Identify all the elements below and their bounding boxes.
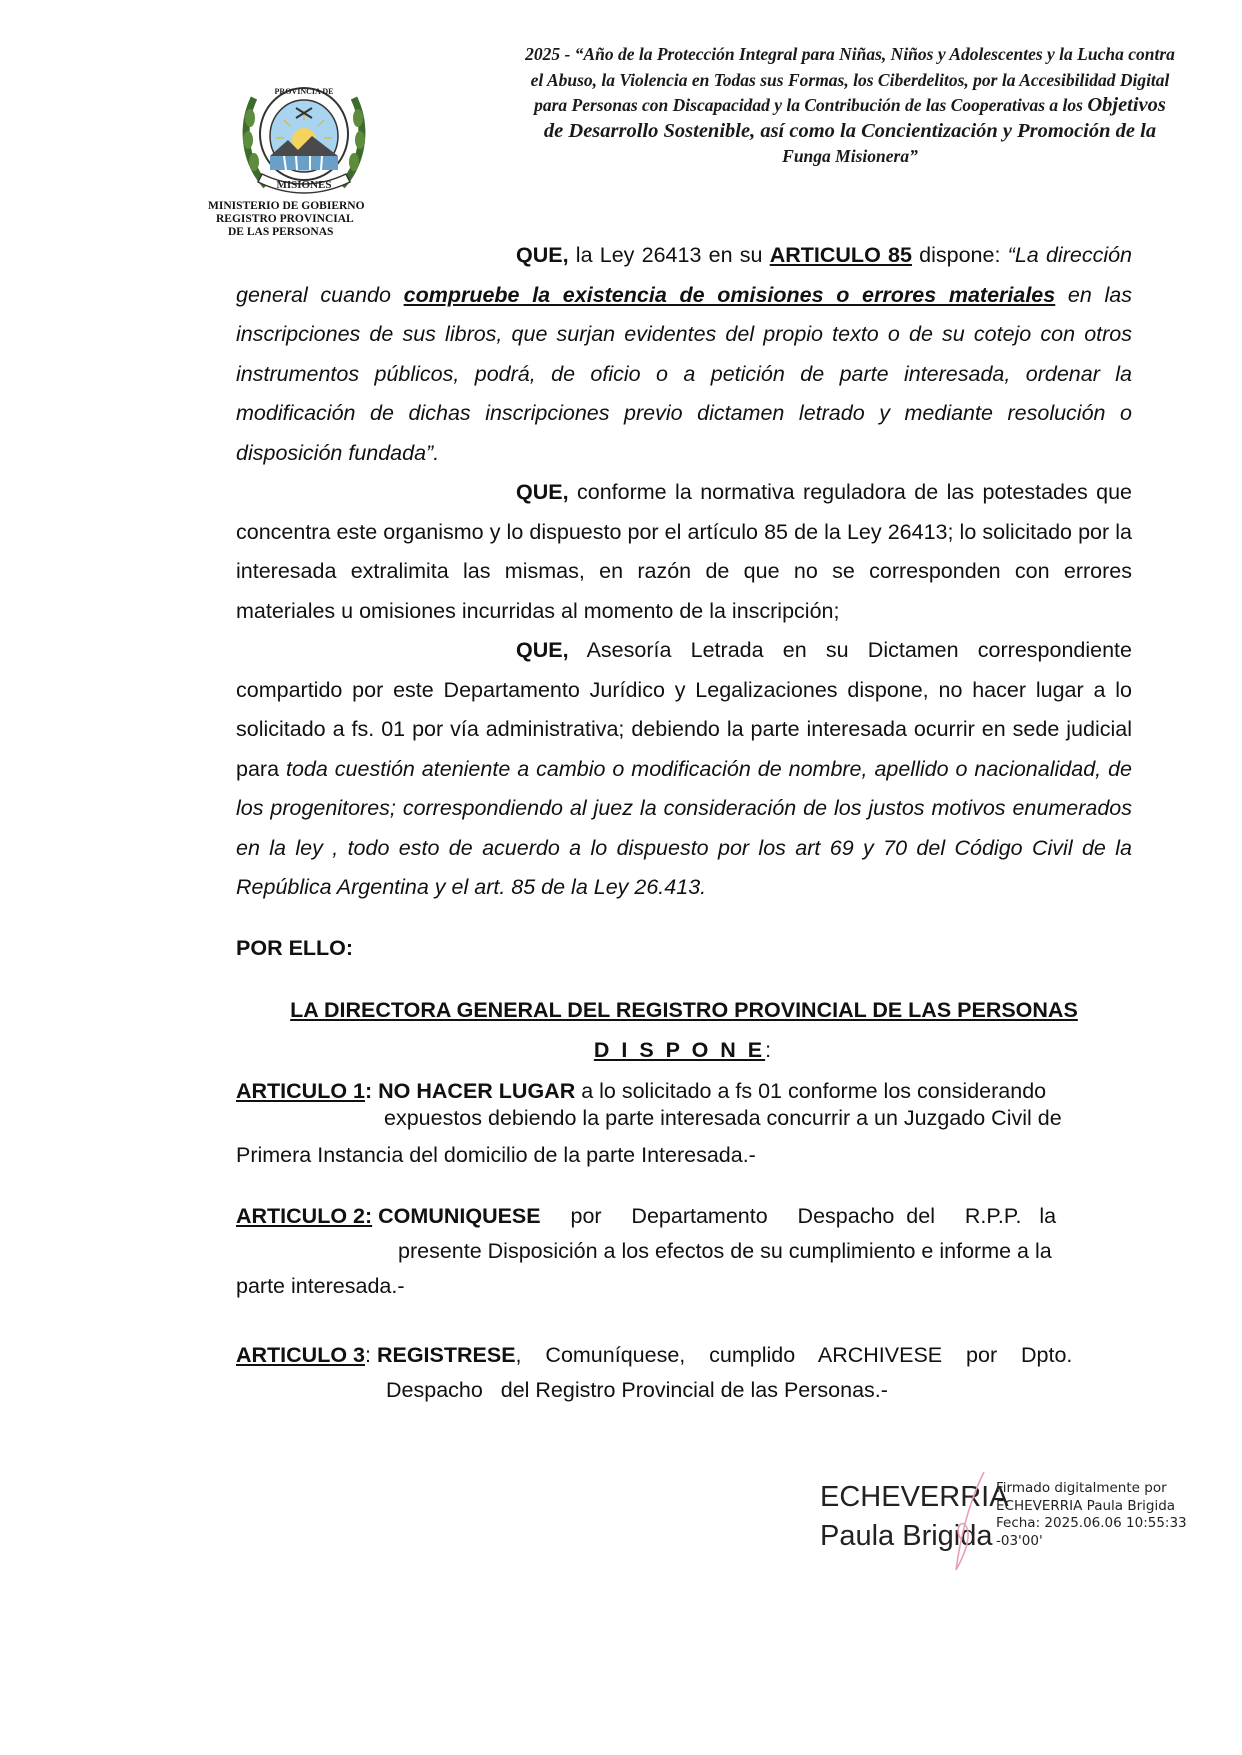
banner-line: para Personas con Discapacidad y la Contribución de las Cooperativas a los Objetivos [534,94,1166,116]
paragraph-que-2: QUE, conforme la normativa reguladora de las potestades que concentra este organismo y lo dispuesto por el artículo 85 de la Ley 26413; lo solicitado por la interesada extralimita las mismas, en razón de que no se corresponden con errores materiales u omisiones incurridas al momento de la inscripción; [236,480,1132,623]
banner-line: Funga Misionera” [782,146,918,166]
signature-flourish [942,1466,1002,1576]
banner-line: 2025 - “Año de la Protección Integral para Niñas, Niños y Adolescentes y la Lucha contra [525,44,1175,64]
article-3: ARTICULO 3: REGISTRESE, Comuníquese, cumplido ARCHIVESE por Dpto. Despacho del Registro Provincial de las Personas.- [236,1343,1073,1402]
article-label: ARTICULO 1 [236,1079,365,1103]
article-1: ARTICULO 1: NO HACER LUGAR a lo solicitado a fs 01 conforme los considerando expuestos debiendo la parte interesada concurrir a un Juzgado Civil de Primera Instancia del domicilio de la parte Interesada.- [236,1079,1062,1167]
banner-line: de Desarrollo Sostenible, así como la Concientización y Promoción de la [543,119,1157,142]
directora-heading: LA DIRECTORA GENERAL DEL REGISTRO PROVINCIAL DE LAS PERSONAS [290,998,1078,1022]
article-label: ARTICULO 3 [236,1343,365,1367]
paragraph-que-1: QUE, la Ley 26413 en su ARTICULO 85 dispone: “La dirección general cuando compruebe la existencia de omisiones o errores materiales en las inscripciones de sus libros, que surjan evidentes del propio texto o de su cotejo con otros instrumentos públicos, podrá, de oficio o a petición de parte interesada, ordenar la modificación de dichas inscripciones previo dictamen letrado y mediante resolución o disposición fundada”. [236,243,1133,465]
ministry-line: DE LAS PERSONAS [228,226,334,238]
svg-text:MISIONES: MISIONES [276,179,332,191]
article-2: ARTICULO 2: COMUNIQUESE por Departamento Despacho del R.P.P. la presente Disposición a los efectos de su cumplimiento e informe a la parte interesada.- [236,1204,1057,1298]
emphasized-clause: compruebe la existencia de omisiones o errores materiales [403,282,1056,307]
year-motto-banner [488,42,1212,170]
dispone-heading: D I S P O N E: [593,1038,775,1062]
digital-signature-info: Firmado digitalmente por ECHEVERRIA Paula Brigida Fecha: 2025.06.06 10:55:33 -03'00' [996,1480,1187,1549]
signature-name: ECHEVERRIA Paula Brigida [820,1481,1009,1552]
por-ello-label: POR ELLO: [236,936,354,960]
article-label: ARTICULO 2: [236,1204,373,1228]
ministry-line: REGISTRO PROVINCIAL [216,213,354,225]
paragraph-que-3: QUE, Asesoría Letrada en su Dictamen correspondiente compartido por este Departamento Jurídico y Legalizaciones dispone, no hacer lugar a lo solicitado a fs. 01 por vía administrativa; debiendo la parte interesada ocurrir en sede judicial para toda cuestión ateniente a cambio o modificación de nombre, apellido o nacionalidad, de los progenitores; correspondiendo al juez la consideración de los justos motivos enumerados en la ley , todo esto de acuerdo a lo dispuesto por los art 69 y 70 del Código Civil de la República Argentina y el art. 85 de la Ley 26.413. [236,638,1132,899]
banner-line: el Abuso, la Violencia en Todas sus Formas, los Ciberdelitos, por la Accesibilidad Digital [530,69,1170,90]
svg-text:PROVINCIA DE: PROVINCIA DE [274,87,334,96]
misiones-province-seal [240,78,368,196]
article-85-ref: ARTICULO 85 [769,243,912,267]
ministry-label [208,200,398,239]
ministry-line: MINISTERIO DE GOBIERNO [208,200,365,212]
